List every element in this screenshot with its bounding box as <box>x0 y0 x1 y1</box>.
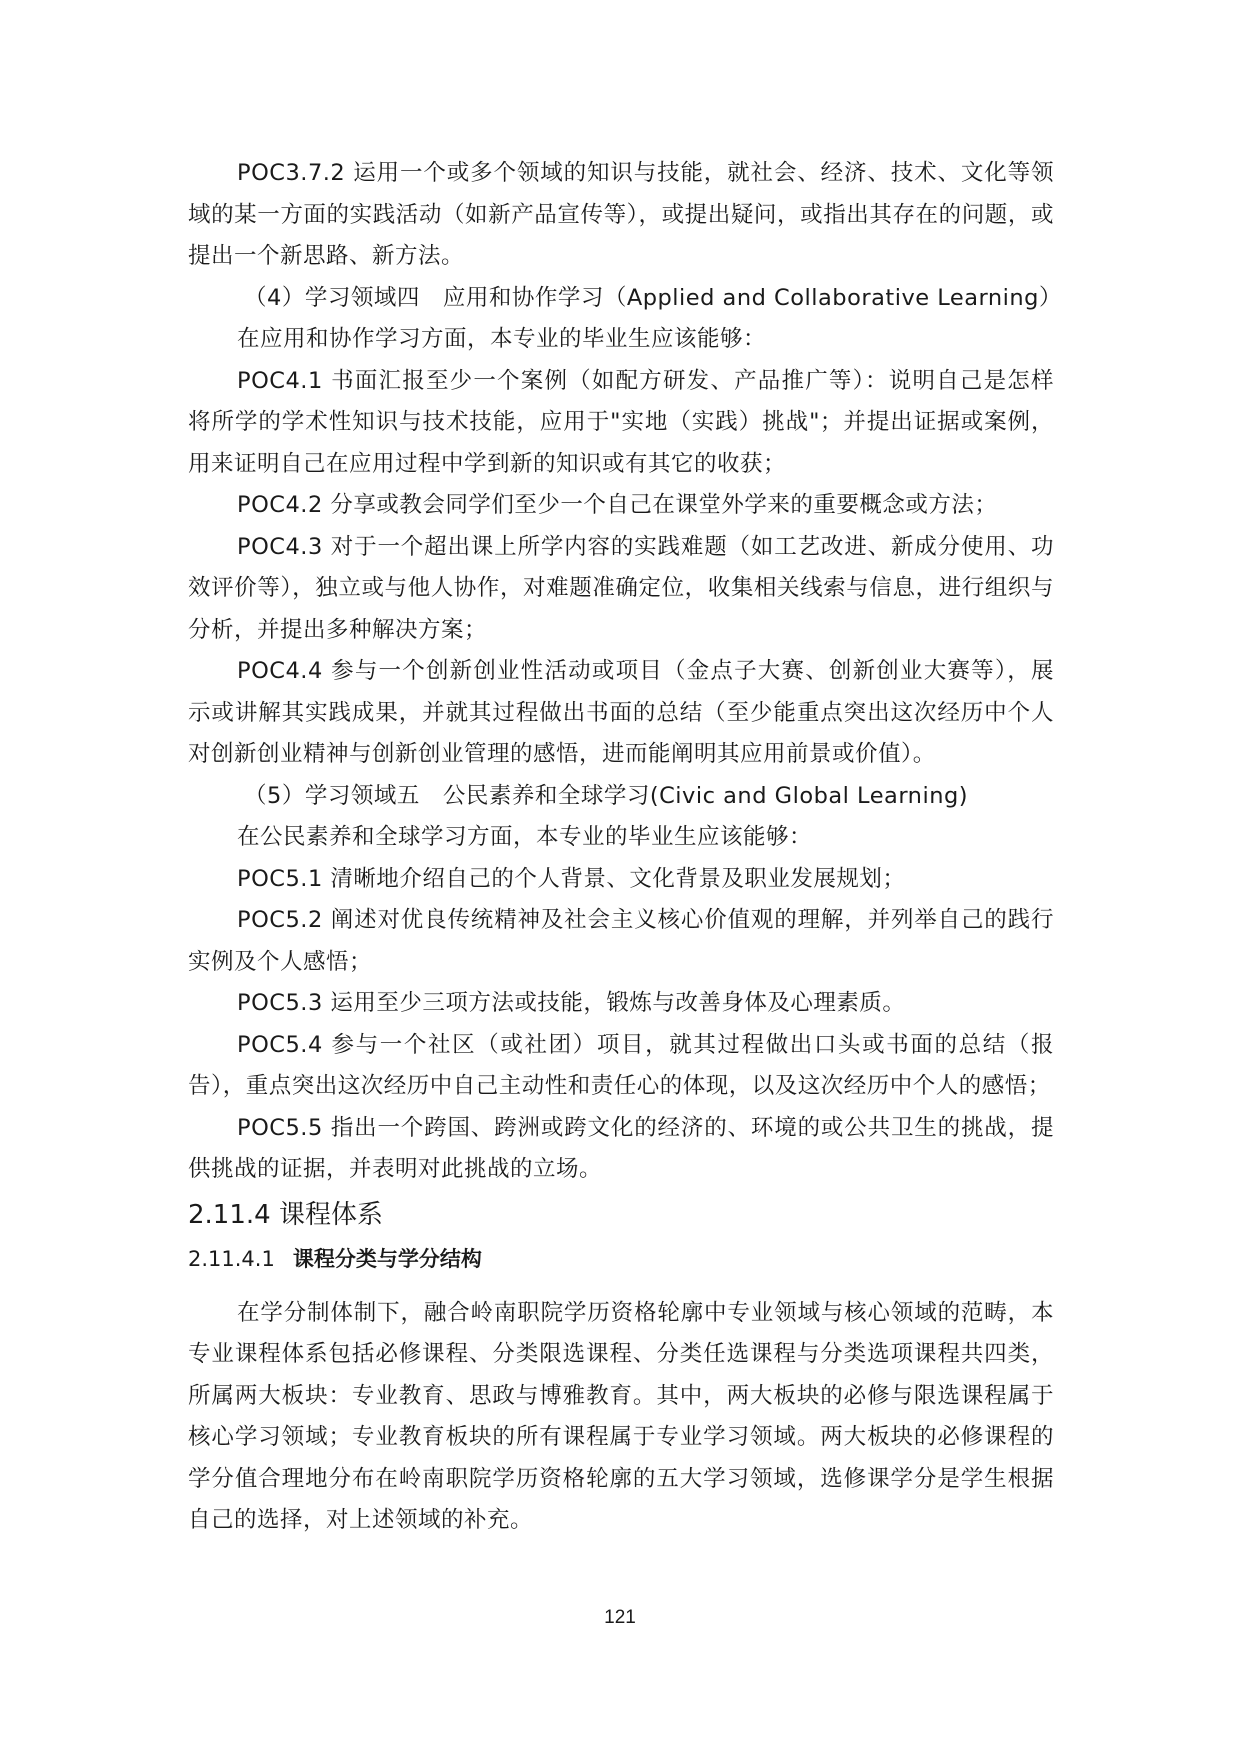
learning-domain-5-heading: （5）学习领域五 公民素养和全球学习(Civic and Global Learning) <box>244 782 969 809</box>
paragraph-domain-5-intro: 在公民素养和全球学习方面，本专业的毕业生应该能够： <box>237 824 813 850</box>
paragraph-curriculum-system: 在学分制体制下，融合岭南职院学历资格轮廓中专业领域与核心领域的范畴，本专业课程体系包括必修课程、分类限选课程、分类任选课程与分类选项课程共四类，所属两大板块：专业教育、思政与博雅教育。其中，两大板块的必修与限选课程属于核心学习领域；专业教育板块的所有课程属于专业学习领域。两大板块的必修课程的学分值合理地分布在岭南职院学历资格轮廓的五大学习领域，选修课学分是学生根据自己的选择，对上述领域的补充。 <box>188 1299 1054 1533</box>
paragraph-poc5-1: POC5.1 清晰地介绍自己的个人背景、文化背景及职业发展规划； <box>237 865 906 892</box>
subsection-number: 2.11.4.1 <box>188 1246 275 1271</box>
paragraph-poc3-7-2: POC3.7.2 运用一个或多个领域的知识与技能，就社会、经济、技术、文化等领域的某一方面的实践活动（如新产品宣传等），或提出疑问，或指出其存在的问题，或提出一个新思路、新方法。 <box>188 160 1054 269</box>
paragraph-poc5-5: POC5.5 指出一个跨国、跨洲或跨文化的经济的、环境的或公共卫生的挑战，提供挑战的证据，并表明对此挑战的立场。 <box>188 1114 1054 1182</box>
subsection-title: 课程分类与学分结构 <box>292 1246 482 1271</box>
subsection-heading <box>188 1239 1054 1293</box>
paragraph-poc4-3: POC4.3 对于一个超出课上所学内容的实践难题（如工艺改进、新成分使用、功效评价等），独立或与他人协作，对难题准确定位，收集相关线索与信息，进行组织与分析，并提出多种解决方案； <box>188 533 1054 643</box>
page-content <box>188 153 1062 1542</box>
paragraph-poc4-1: POC4.1 书面汇报至少一个案例（如配方研发、产品推广等）：说明自己是怎样将所学的学术性知识与技术技能，应用于"实地（实践）挑战"；并提出证据或案例，用来证明自己在应用过程中学到新的知识或有其它的收获； <box>188 367 1054 477</box>
paragraph-poc4-2: POC4.2 分享或教会同学们至少一个自己在课堂外学来的重要概念或方法； <box>237 492 998 518</box>
learning-domain-4-heading: （4）学习领域四 应用和协作学习（Applied and Collaborative Learning） <box>244 284 1062 311</box>
section-heading: 2.11.4 课程体系 <box>188 1199 383 1230</box>
paragraph-domain-4-intro: 在应用和协作学习方面，本专业的毕业生应该能够： <box>237 326 767 352</box>
paragraph-poc5-4: POC5.4 参与一个社区（或社团）项目，就其过程做出口头或书面的总结（报告），重点突出这次经历中自己主动性和责任心的体现，以及这次经历中个人的感悟； <box>188 1031 1054 1099</box>
paragraph-poc5-3: POC5.3 运用至少三项方法或技能，锻炼与改善身体及心理素质。 <box>237 990 906 1016</box>
paragraph-poc4-4: POC4.4 参与一个创新创业性活动或项目（金点子大赛、创新创业大赛等），展示或讲解其实践成果，并就其过程做出书面的总结（至少能重点突出这次经历中个人对创新创业精神与创新创业管理的感悟，进而能阐明其应用前景或价值）。 <box>188 658 1054 767</box>
page-number: 121 <box>604 1607 636 1628</box>
paragraph-poc5-2: POC5.2 阐述对优良传统精神及社会主义核心价值观的理解，并列举自己的践行实例及个人感悟； <box>188 907 1054 975</box>
